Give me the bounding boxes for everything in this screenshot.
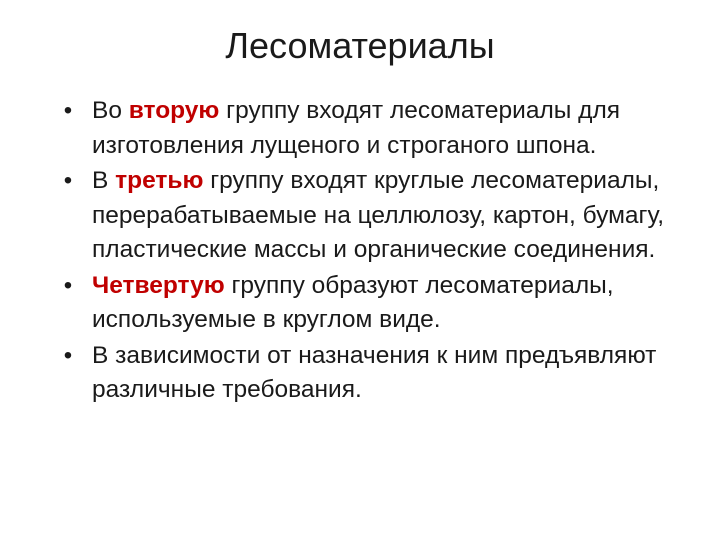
bullet-text-after: В зависимости от назначения к ним предъявляют различные требования.	[92, 341, 657, 403]
bullet-text-after: группу входят круглые лесоматериалы, перерабатываемые на целлюлозу, картон, бумагу, пластические массы и органические соединения.	[92, 167, 665, 263]
bullet-text-before: В	[92, 167, 116, 194]
bullet-item-fourth-group	[58, 269, 688, 338]
slide-title: Лесоматериалы	[225, 25, 495, 66]
bullet-highlight: третью	[115, 167, 204, 194]
bullet-text-after: группу образуют лесоматериалы, используемые в круглом виде.	[92, 271, 614, 333]
bullet-item-requirements	[58, 339, 688, 408]
bullet-dot-icon: •	[63, 341, 73, 369]
bullet-item-second-group	[58, 94, 688, 163]
bullet-highlight: Четвертую	[92, 271, 225, 299]
bullet-text-before: Во	[92, 97, 129, 124]
bullet-highlight: вторую	[128, 97, 220, 124]
bullet-text-after: группу входят лесоматериалы для изготовления лущеного и строганого шпона.	[92, 97, 621, 159]
bullet-dot-icon: •	[63, 167, 73, 194]
bullet-dot-icon: •	[63, 271, 73, 299]
bullet-item-third-group	[58, 164, 688, 268]
bullet-dot-icon: •	[63, 97, 73, 124]
bullet-list	[58, 94, 688, 409]
